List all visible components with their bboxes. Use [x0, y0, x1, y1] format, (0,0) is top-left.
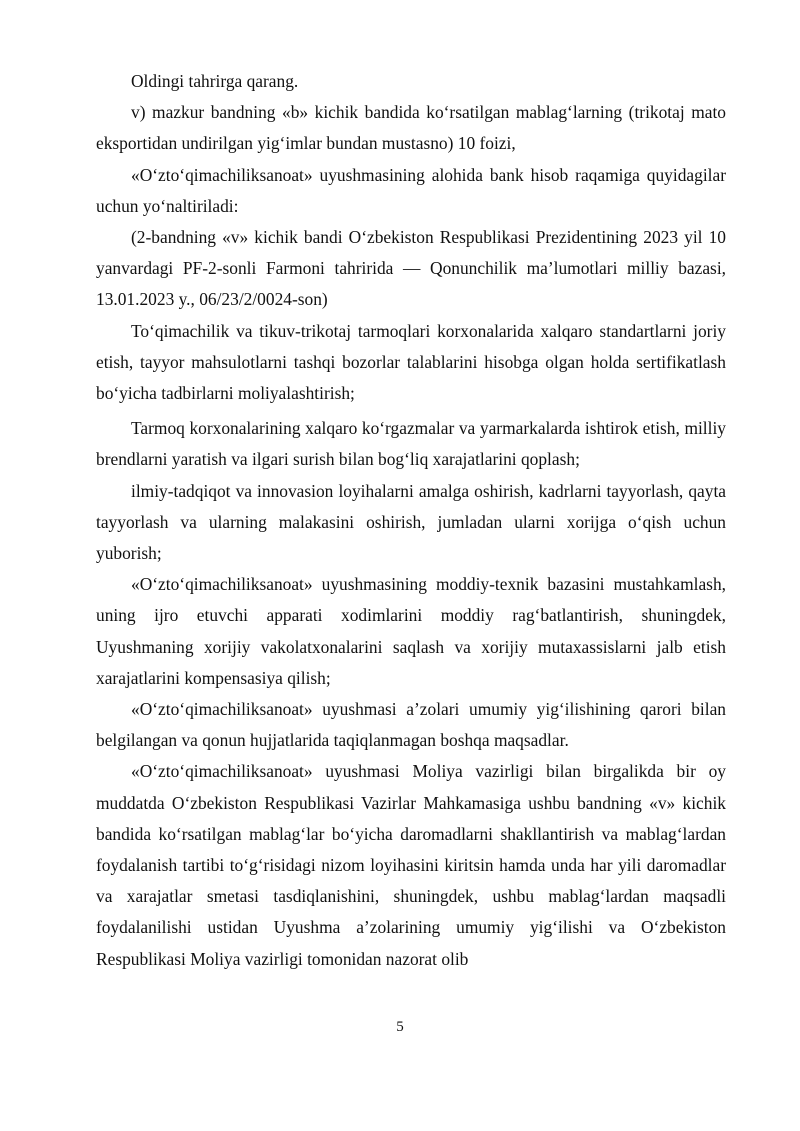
paragraph-previous-edition-note: Oldingi tahrirga qarang. — [131, 71, 299, 91]
paragraph-material-base: «Oʻztoʻqimachiliksanoat» uyushmasining moddiy-texnik bazasini mustahkamlash, uning ijro etuvchi apparati xodimlarini moddiy ragʻbatlantirish, shuningdek, Uyushmaning xorijiy vakolatxonalarini saqlash va xorijiy mutaxassislarni jalb etish xarajatlarini kompensasiya qilish; — [96, 574, 726, 688]
paragraph-subclause-v: v) mazkur bandning «b» kichik bandida koʻrsatilgan mablagʻlarning (trikotaj mato eksportidan undirilgan yigʻimlar bundan mustasno) 10 foizi, — [96, 102, 726, 154]
page-number: 5 — [396, 1019, 404, 1035]
paragraph-association-account: «Oʻztoʻqimachiliksanoat» uyushmasining alohida bank hisob raqamiga quyidagilar uchun yoʻnaltiriladi: — [96, 164, 726, 216]
paragraph-international-standards: Toʻqimachilik va tikuv-trikotaj tarmoqlari korxonalarida xalqaro standartlarni joriy etish, tayyor mahsulotlarni tashqi bozorlar talablarini hisobga olgan holda sertifikatlash boʻyicha tadbirlarni moliyalashtirish; — [96, 320, 726, 404]
paragraph-regulation-draft: «Oʻztoʻqimachiliksanoat» uyushmasi Moliya vazirligi bilan birgalikda bir oy muddatda Oʻzbekiston Respublikasi Vazirlar Mahkamasiga ushbu bandning «v» kichik bandida koʻrsatilgan mablagʻlar boʻyicha daromadlarni shakllantirish va mablagʻlardan foydalanish tartibi toʻgʻrisidagi nizom loyihasini kiritsin hamda unda har yili daromadlar va xarajatlar smetasi tasdiqlanishini, shuningdek, ushbu mablagʻlardan maqsadli foydalanilishi ustidan Uyushma aʼzolarining umumiy yigʻilishi va Oʻzbekiston Respublikasi Moliya vazirligi tomonidan nazorat olib — [96, 761, 726, 969]
paragraph-research-training: ilmiy-tadqiqot va innovasion loyihalarni amalga oshirish, kadrlarni tayyorlash, qayta tayyorlash va ularning malakasini oshirish, jumladan ularni xorijga oʻqish uchun yuborish; — [96, 480, 726, 564]
paragraph-amendment-note: (2-bandning «v» kichik bandi Oʻzbekiston Respublikasi Prezidentining 2023 yil 10 yanvardagi PF-2-sonli Farmoni tahririda — Qonunchilik maʼlumotlari milliy bazasi, 13.01.2023 y., 06/23/2/0024-son) — [96, 227, 726, 310]
document-body — [96, 66, 726, 975]
paragraph-other-purposes: «Oʻztoʻqimachiliksanoat» uyushmasi aʼzolari umumiy yigʻilishining qarori bilan belgilangan va qonun hujjatlarida taqiqlanmagan boshqa maqsadlar. — [96, 699, 726, 751]
paragraph-exhibitions: Tarmoq korxonalarining xalqaro koʻrgazmalar va yarmarkalarda ishtirok etish, milliy brendlarni yaratish va ilgari surish bilan bogʻliq xarajatlarini qoplash; — [96, 418, 726, 470]
